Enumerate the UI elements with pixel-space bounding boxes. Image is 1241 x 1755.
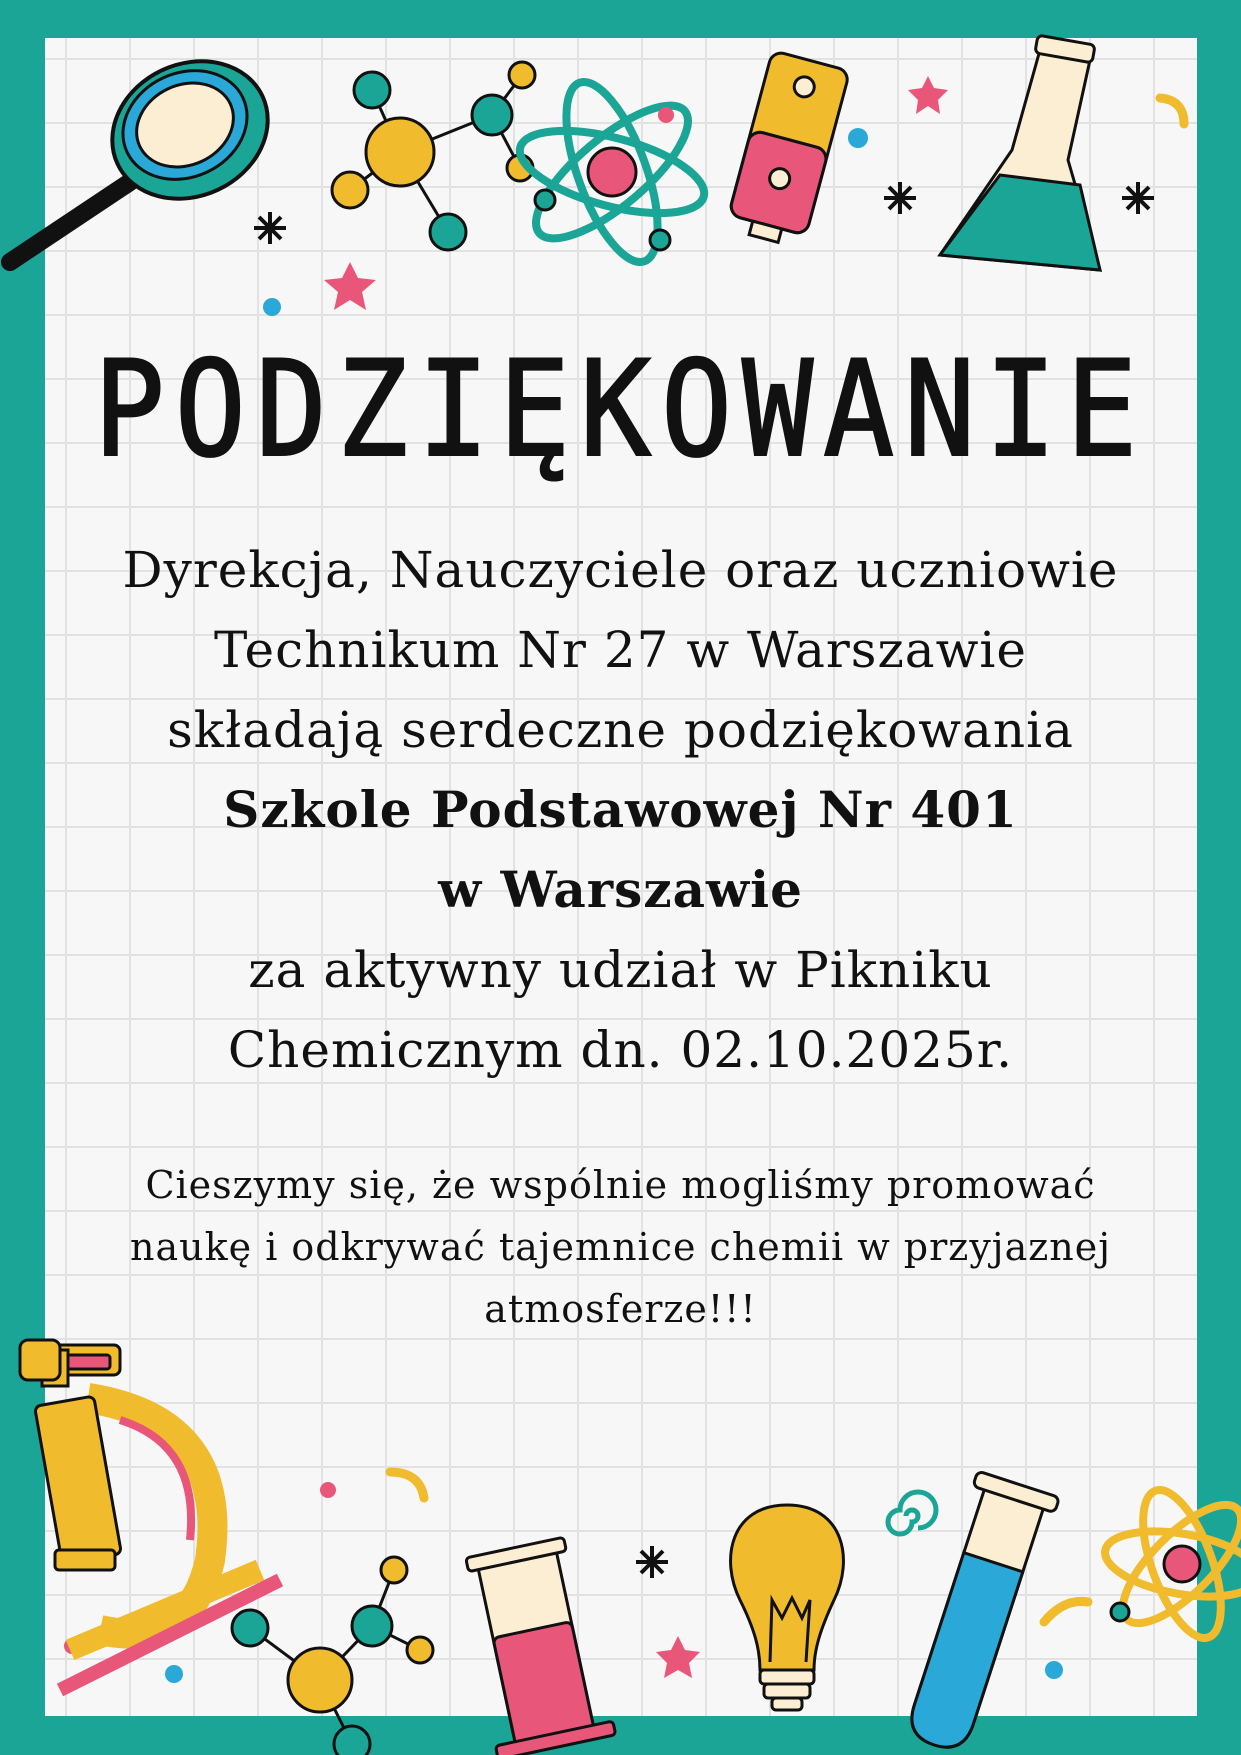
acknowledgement-text <box>60 530 1181 1090</box>
recipient-name: Szkole Podstawowej Nr 401 <box>223 780 1018 839</box>
note-line: naukę i odkrywać tajemnice chemii w przyjaznej <box>130 1225 1111 1269</box>
text-line: składają serdeczne podziękowania <box>167 701 1074 759</box>
event-date-line: Chemicznym dn. 02.10.2025r. <box>227 1021 1014 1079</box>
note-line: Cieszymy się, że wspólnie mogliśmy promować <box>145 1163 1096 1207</box>
certificate-title: PODZIĘKOWANIE <box>93 331 1148 487</box>
recipient-city: w Warszawie <box>438 860 803 919</box>
closing-note <box>60 1154 1181 1340</box>
text-line: za aktywny udział w Pikniku <box>248 941 993 999</box>
note-line: atmosferze!!! <box>484 1287 757 1331</box>
text-line: Dyrekcja, Nauczyciele oraz uczniowie <box>122 541 1119 599</box>
text-line: Technikum Nr 27 w Warszawie <box>214 621 1027 679</box>
